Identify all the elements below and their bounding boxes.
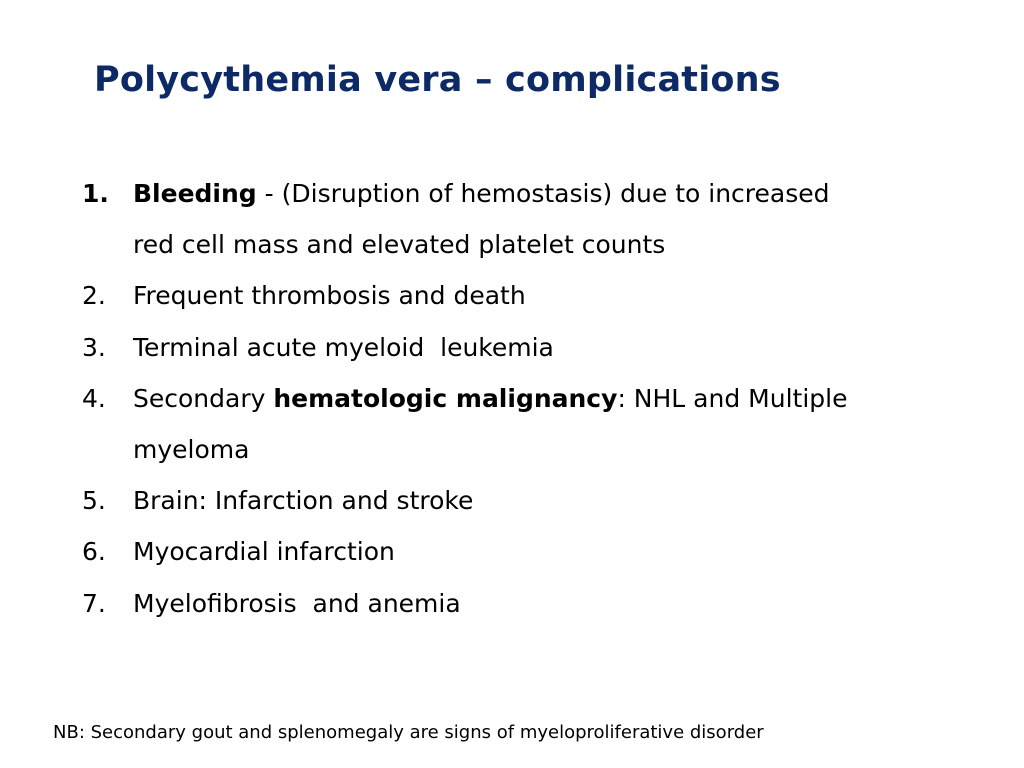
item-number: 2. — [82, 281, 106, 311]
list-item — [82, 322, 962, 373]
list-item — [82, 270, 962, 321]
item-text: Brain: Infarction and stroke — [133, 486, 474, 516]
item-text-prefix: Secondary — [133, 383, 274, 413]
list-item — [82, 526, 962, 577]
item-text: Myelofibrosis and anemia — [133, 588, 461, 618]
item-bold-text: hematologic malignancy — [273, 383, 618, 413]
item-number: 4. — [82, 383, 106, 413]
item-number: 1. — [82, 179, 109, 208]
item-number: 7. — [82, 588, 106, 618]
slide-title: Polycythemia vera – complications — [94, 60, 781, 100]
item-text: Frequent thrombosis and death — [133, 281, 526, 311]
complications-list — [82, 168, 962, 629]
item-bold-text: Bleeding — [133, 179, 257, 208]
item-text: Myocardial infarction — [133, 537, 395, 567]
list-item — [82, 373, 853, 475]
item-number: 3. — [82, 332, 106, 362]
item-number: 5. — [82, 486, 106, 516]
item-text: : NHL and Multiple myeloma — [133, 383, 848, 465]
list-item — [82, 475, 962, 526]
item-number: 6. — [82, 537, 106, 567]
item-text: - (Disruption of hemostasis) due to increased red cell mass and elevated platelet counts — [133, 179, 830, 260]
footnote: NB: Secondary gout and splenomegaly are signs of myeloproliferative disorder — [53, 722, 764, 743]
list-item — [82, 168, 853, 270]
list-item — [82, 578, 962, 629]
item-text: Terminal acute myeloid leukemia — [133, 332, 554, 362]
